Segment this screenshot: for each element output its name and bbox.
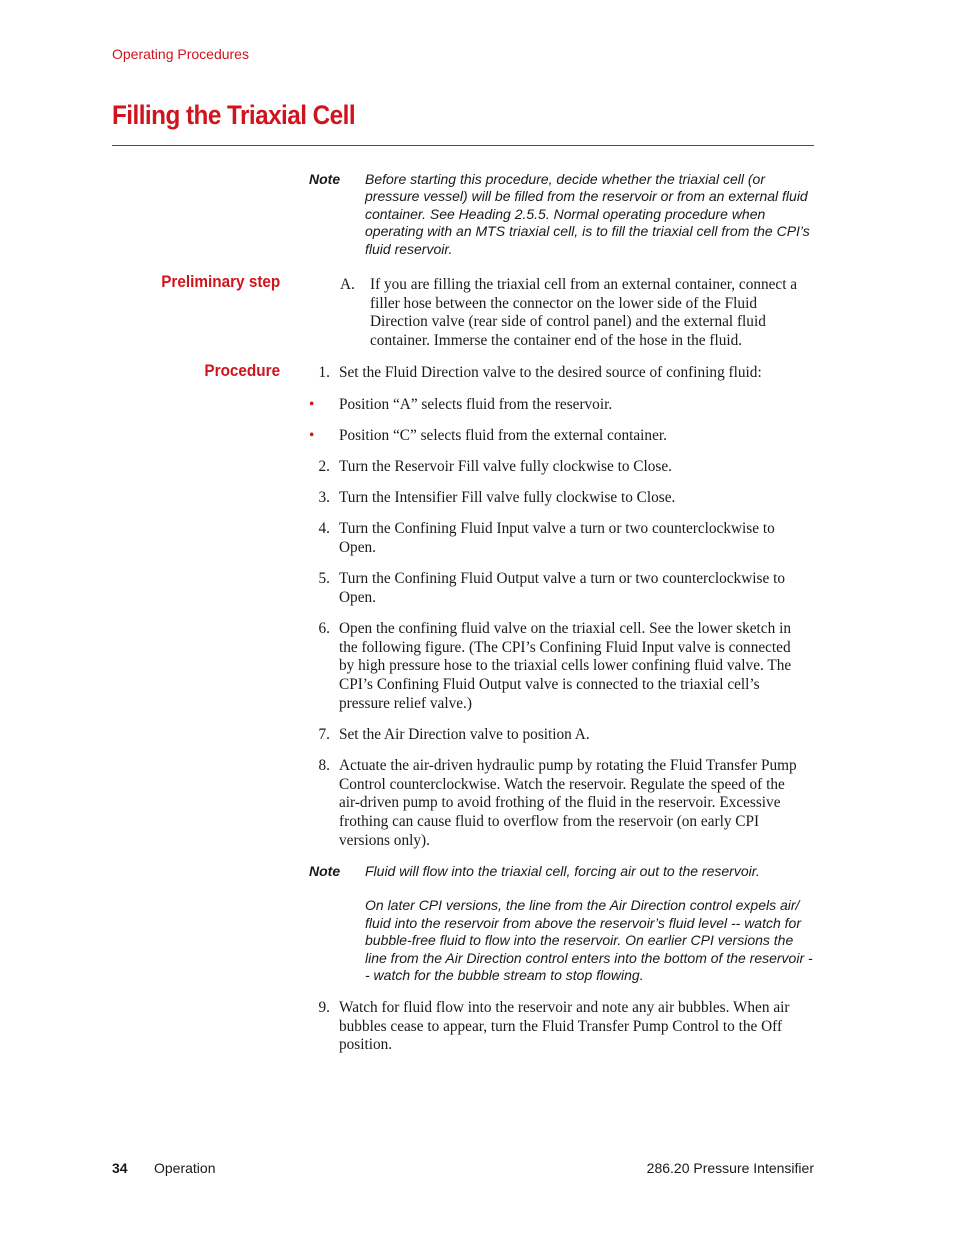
step-text: Turn the Reservoir Fill valve fully clockwise to Close. (339, 458, 672, 475)
preliminary-step-heading: Preliminary step (160, 272, 280, 291)
step-text: Set the Air Direction valve to position A. (339, 726, 590, 743)
step-text: Open the confining fluid valve on the triaxial cell. See the lower sketch in the following figure. (The CPI’s Confining Fluid Input valve is connected by high pressure hose to the triaxial cells lower confining fluid valve. The CPI’s Confining Fluid Output valve is connected to the triaxial cell’s pressure relief valve.) (339, 620, 792, 712)
step-text: Turn the Confining Fluid Input valve a turn or two counterclockwise to Open. (339, 520, 775, 556)
note-paragraph: Fluid will flow into the triaxial cell, forcing air out to the reservoir. (365, 863, 760, 879)
step-number: 6. (318, 620, 330, 637)
procedure-bullet-position-c (309, 427, 809, 446)
bullet-text: Position “A” selects fluid from the reservoir. (339, 396, 613, 413)
step-number: 9. (318, 999, 330, 1016)
note-text (365, 863, 817, 984)
note-text (365, 171, 817, 258)
step-number: 7. (318, 726, 330, 743)
step-number: 4. (318, 520, 330, 537)
footer-page-number: 34 (112, 1160, 128, 1176)
procedure-step-7 (309, 726, 809, 745)
step-number: 1. (318, 364, 330, 381)
step-marker: A. (340, 276, 355, 293)
footer-section: Operation (154, 1160, 216, 1176)
procedure-step-9 (309, 999, 809, 1055)
procedure-step-6 (309, 620, 809, 714)
step-text: Turn the Intensifier Fill valve fully clockwise to Close. (339, 489, 676, 506)
step-text: Actuate the air-driven hydraulic pump by rotating the Fluid Transfer Pump Control counterclockwise. Watch the reservoir. Regulate the speed of the air-driven pump to avoid frothing of the fluid in the reservoir. Excessive frothing can cause fluid to overflow from the reservoir (on early CPI versions only). (339, 757, 797, 849)
step-number: 8. (318, 757, 330, 774)
procedure-step-2 (309, 458, 809, 477)
procedure-step-1 (309, 364, 809, 383)
note-label: Note (309, 863, 341, 879)
title-rule (112, 145, 814, 146)
procedure-step-5 (309, 570, 809, 607)
bullet-text: Position “C” selects fluid from the external container. (339, 427, 667, 444)
bullet-icon: • (309, 396, 315, 413)
footer-manual-title: 286.20 Pressure Intensifier (646, 1160, 814, 1176)
running-head: Operating Procedures (112, 46, 249, 62)
page-title: Filling the Triaxial Cell (112, 100, 356, 130)
step-text: Watch for fluid flow into the reservoir and note any air bubbles. When air bubbles cease to appear, turn the Fluid Transfer Pump Control to the Off position. (339, 999, 790, 1054)
procedure-step-8 (309, 757, 809, 851)
procedure-step-4 (309, 520, 809, 557)
note-paragraph: Before starting this procedure, decide whether the triaxial cell (or pressure vessel) will be filled from the reservoir or from an external fluid container. See Heading 2.5.5. Normal operating procedure when operating with an MTS triaxial cell, is to fill the triaxial cell from the CPI’s fluid reservoir. (365, 171, 810, 257)
step-text: Set the Fluid Direction valve to the desired source of confining fluid: (339, 364, 762, 381)
note-paragraph: On later CPI versions, the line from the Air Direction control expels air/ fluid into the reservoir from above the reservoir’s fluid level -- watch for bubble-free fluid to flow into the reservoir. On earlier CPI versions the line from the Air Direction control enters into the bottom of the reservoir - - watch for the bubble stream to stop flowing. (365, 897, 813, 984)
procedure-step-3 (309, 489, 809, 508)
procedure-heading: Procedure (204, 361, 280, 380)
preliminary-step-a (309, 276, 814, 351)
step-number: 5. (318, 570, 330, 587)
bullet-icon: • (309, 427, 315, 444)
procedure-bullet-position-a (309, 396, 809, 415)
step-text: If you are filling the triaxial cell from an external container, connect a filler hose between the connector on the lower side of the Fluid Direction valve (rear side of control panel) and the external fluid container. Immerse the container end of the hose in the fluid. (370, 276, 798, 350)
step-number: 2. (318, 458, 330, 475)
note-fluid-flow (309, 863, 814, 984)
step-text: Turn the Confining Fluid Output valve a turn or two counterclockwise to Open. (339, 570, 785, 606)
note-before-starting (309, 171, 814, 258)
step-number: 3. (318, 489, 330, 506)
note-label: Note (309, 171, 341, 187)
